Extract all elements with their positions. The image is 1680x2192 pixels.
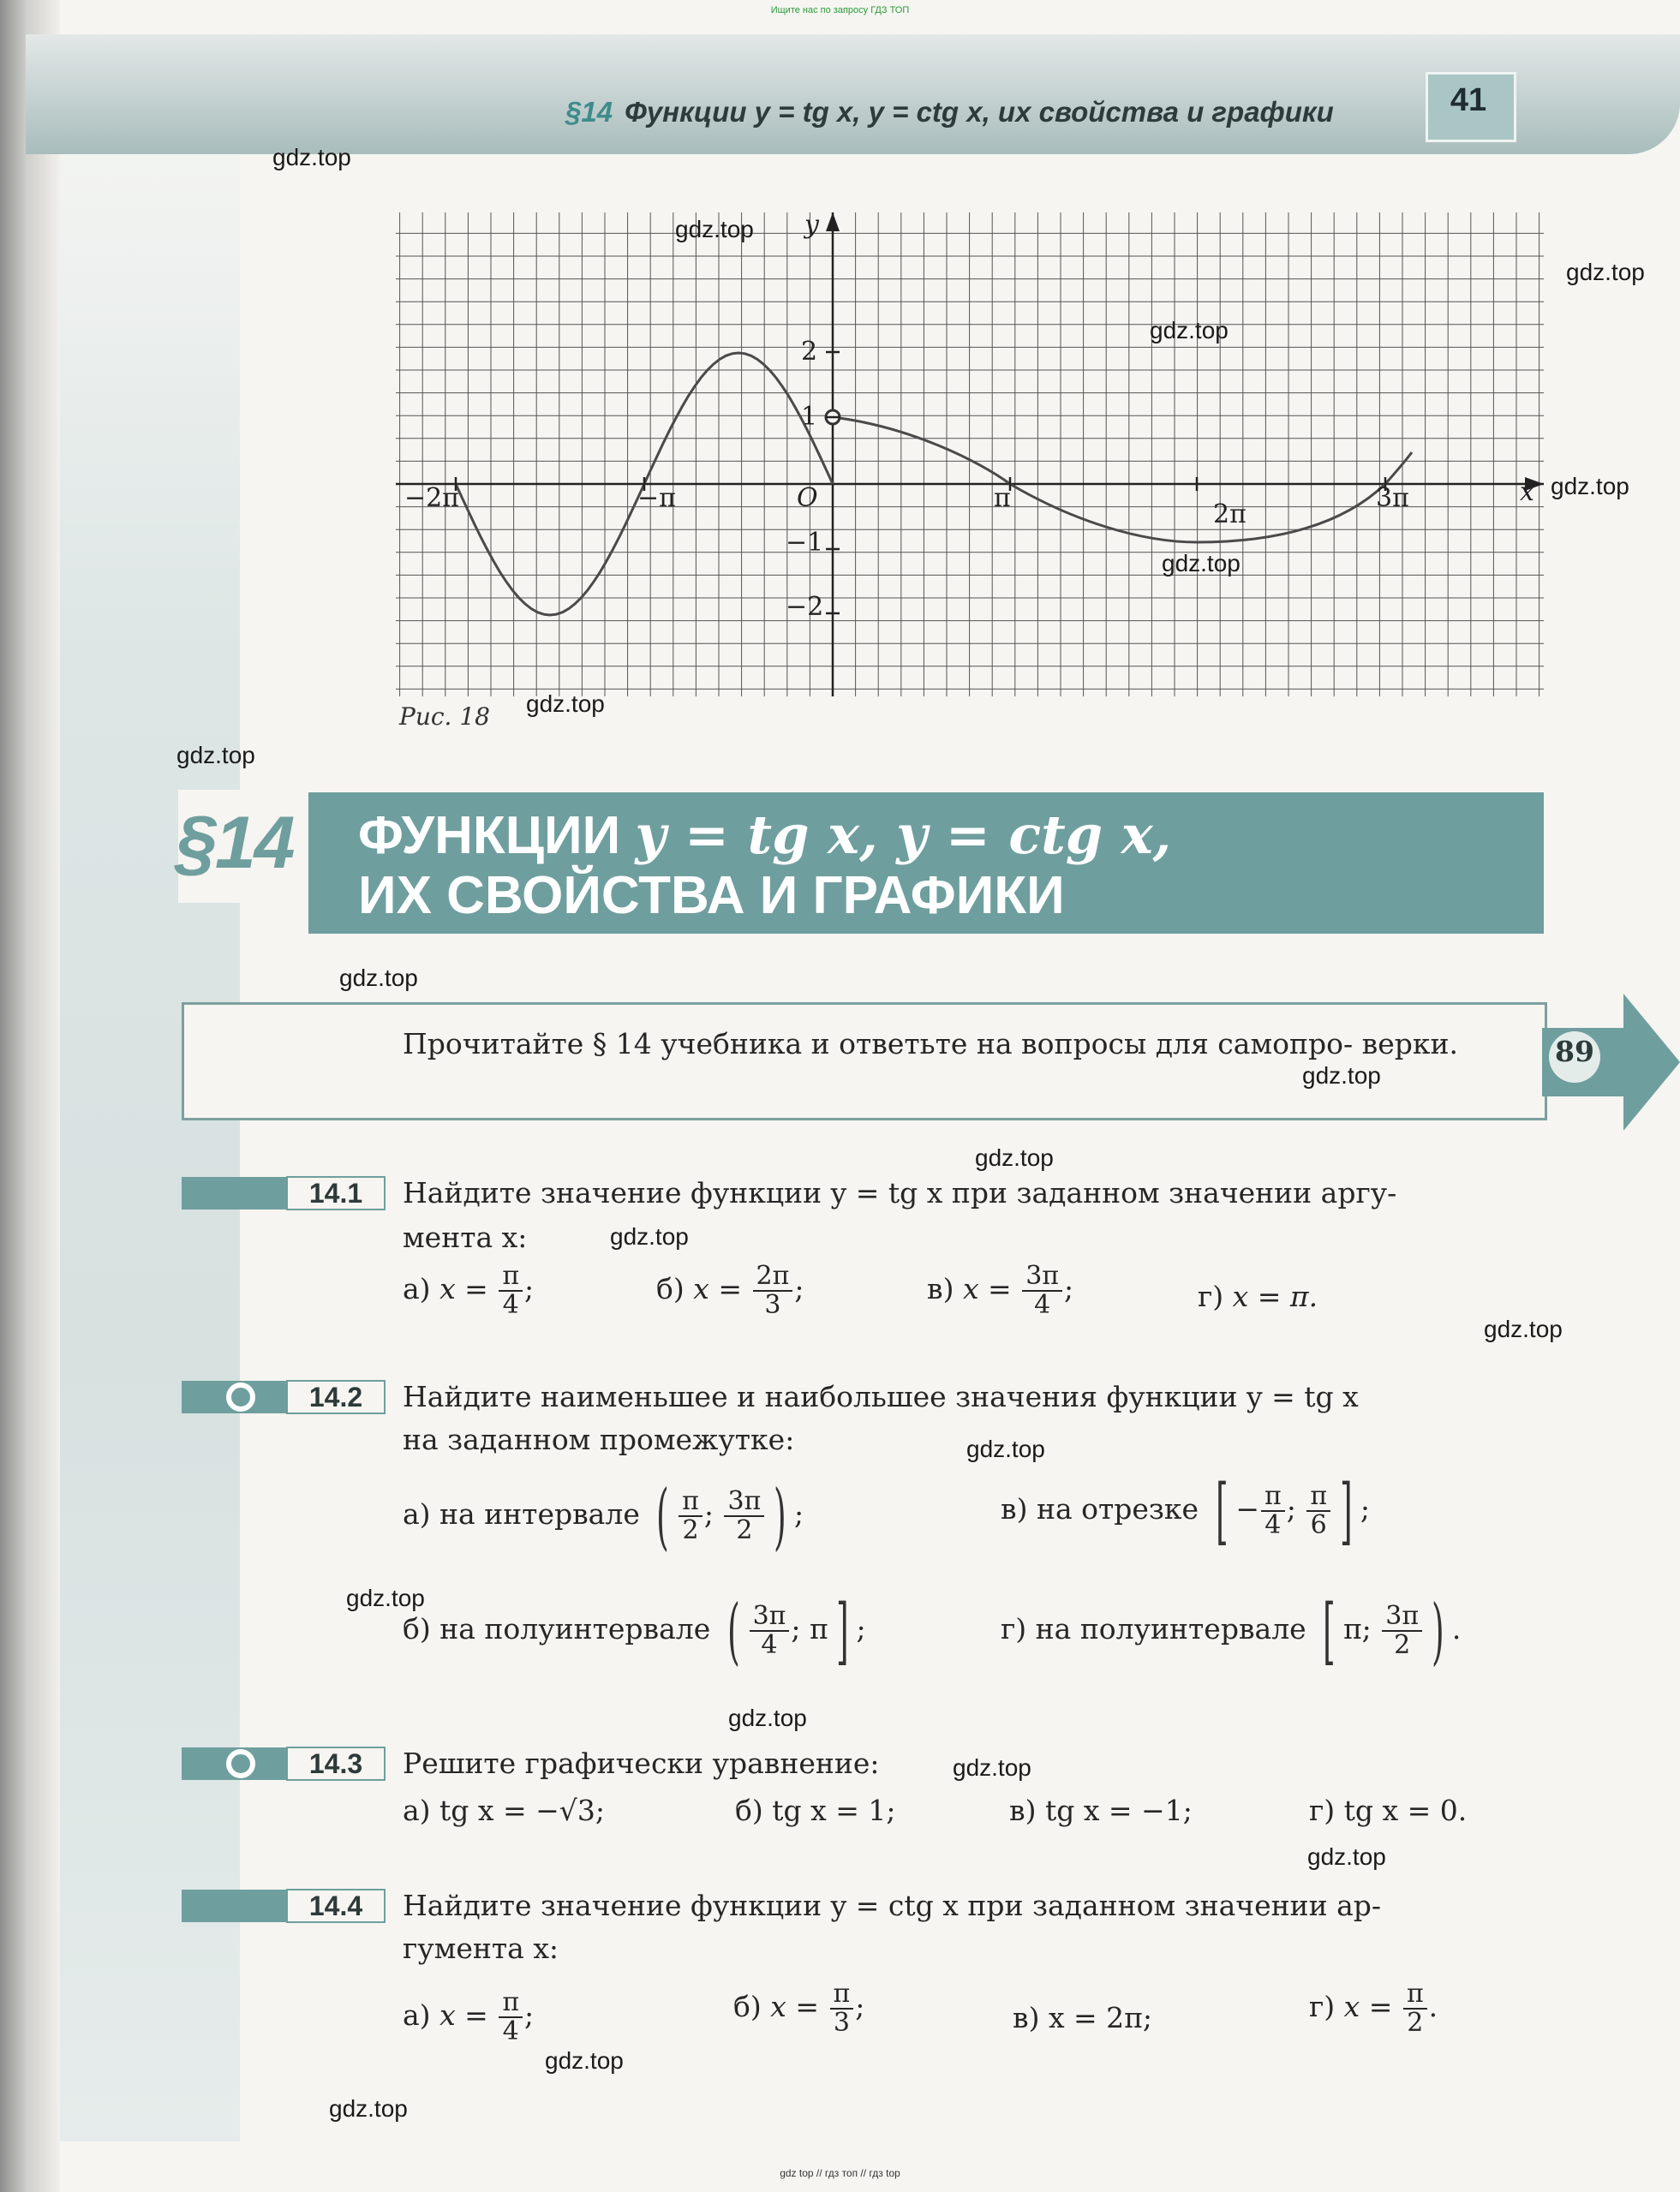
x-tick-label: 2π <box>1213 499 1247 529</box>
bottom-link[interactable]: gdz top // гдз топ // гдз top <box>780 2167 900 2179</box>
function-graph <box>396 212 1548 696</box>
task-number: 14.4 <box>286 1889 386 1923</box>
answer-option: б) x = $\frac{2\pi}{3}$ ; <box>656 1261 804 1320</box>
task-line: Найдите значение функции y = ctg x при заданном значении ар- <box>403 1889 1382 1922</box>
answer-option: а) x = $\frac{\pi}{4}$ ; <box>403 1987 535 2046</box>
watermark: gdz.top <box>346 1585 425 1611</box>
answer-option: а) tg x = −√3; <box>403 1794 605 1827</box>
answer-option: б) tg x = 1; <box>735 1794 896 1827</box>
watermark: gdz.top <box>1302 1062 1381 1089</box>
x-tick-label: 3π <box>1376 483 1409 513</box>
task-number: 14.2 <box>286 1380 386 1414</box>
answer-option: г) x = $\frac{\pi}{2}$ . <box>1309 1979 1438 2038</box>
axis-ticks <box>456 352 1385 613</box>
header-section: §14 <box>565 96 613 128</box>
watermark: gdz.top <box>975 1144 1054 1171</box>
y-tick-label: 1 <box>801 402 818 432</box>
watermark: gdz.top <box>610 1223 689 1250</box>
watermark: gdz.top <box>329 2095 408 2122</box>
task-line: Найдите значение функции y = tg x при заданном значении аргу- <box>403 1176 1397 1209</box>
answer-option: в) x = 2π; <box>1013 2001 1152 2034</box>
watermark: gdz.top <box>526 690 605 717</box>
page-number: 41 <box>1450 82 1487 118</box>
task-line: мента x: <box>403 1221 528 1254</box>
section-title-math: y = tg x, y = ctg x, <box>635 803 1172 866</box>
origin-label: O <box>797 483 818 513</box>
watermark: gdz.top <box>272 144 351 170</box>
top-link[interactable]: Ищите нас по запросу ГДЗ ТОП <box>770 5 910 15</box>
page-shadow <box>0 0 60 2192</box>
watermark: gdz.top <box>1150 317 1229 343</box>
watermark: gdz.top <box>1566 259 1645 285</box>
figure-caption: Рис. 18 <box>399 702 490 731</box>
answer-option: г) x = π. <box>1198 1280 1318 1313</box>
answer-option: в) tg x = −1; <box>1009 1794 1193 1827</box>
watermark: gdz.top <box>545 2047 624 2074</box>
task-number: 14.3 <box>286 1747 386 1781</box>
difficulty-circle-icon <box>226 1383 255 1412</box>
task-line: гумента x: <box>403 1932 559 1965</box>
watermark: gdz.top <box>1307 1843 1386 1870</box>
watermark: gdz.top <box>728 1705 807 1731</box>
answer-option: а) на интервале ( $\frac{\pi}{2}$ ; $\frac{3\pi}{2}$ ) ; <box>403 1474 804 1558</box>
watermark: gdz.top <box>339 965 418 991</box>
watermark: gdz.top <box>1484 1316 1563 1342</box>
x-tick-label: −π <box>637 483 676 513</box>
answer-option: а) x = $\frac{\pi}{4}$ ; <box>403 1261 535 1320</box>
task-line: Найдите наименьшее и наибольшее значения функции y = tg x <box>403 1380 1359 1413</box>
x-tick-label: −2π <box>404 483 459 513</box>
watermark: gdz.top <box>966 1436 1045 1462</box>
header-title-text: Функции y = tg x, y = ctg x, их свойства и графики <box>625 96 1334 128</box>
watermark: gdz.top <box>1551 473 1629 499</box>
section-title-line1 <box>358 803 1171 866</box>
section-number: §14 <box>176 802 294 884</box>
section-title-prefix: ФУНКЦИИ <box>358 806 621 865</box>
watermark: gdz.top <box>1162 550 1241 576</box>
running-header <box>565 96 1334 128</box>
section-title-line2: ИХ СВОЙСТВА И ГРАФИКИ <box>358 866 1065 925</box>
answer-option: г) tg x = 0. <box>1309 1794 1468 1827</box>
graph-grid <box>396 212 1544 696</box>
x-tick-label: π <box>994 483 1011 513</box>
axis-y-label: y <box>804 212 819 240</box>
answer-option: г) на полуинтервале [ π; $\frac{3\pi}{2}$ ) . <box>1001 1589 1462 1673</box>
y-tick-label: −1 <box>786 528 824 558</box>
answer-option: б) x = $\frac{\pi}{3}$ ; <box>733 1979 865 2038</box>
answer-option: в) x = $\frac{3\pi}{4}$ ; <box>927 1261 1074 1320</box>
answer-option: в) на отрезке [ − $\frac{\pi}{4}$ ; $\frac{\pi}{6}$ ] ; <box>1001 1469 1370 1553</box>
intro-text: Прочитайте § 14 учебника и ответьте на вопросы для самопро- верки. <box>403 1027 1458 1060</box>
watermark: gdz.top <box>675 216 754 242</box>
difficulty-circle-icon <box>226 1749 255 1778</box>
task-line: Решите графически уравнение: <box>403 1747 880 1780</box>
watermark: gdz.top <box>176 742 255 768</box>
task-number: 14.1 <box>286 1176 386 1210</box>
watermark: gdz.top <box>953 1754 1031 1781</box>
y-tick-label: −2 <box>786 592 824 622</box>
task-line: на заданном промежутке: <box>403 1423 795 1456</box>
margin-band <box>60 154 240 2141</box>
axis-x-label: x <box>1520 477 1534 507</box>
page-ref-number[interactable]: 89 <box>1555 1035 1594 1068</box>
y-tick-label: 2 <box>801 337 818 367</box>
y-axis-arrow <box>826 212 840 231</box>
answer-option: б) на полуинтервале ( $\frac{3\pi}{4}$ ; π ] ; <box>403 1589 866 1673</box>
